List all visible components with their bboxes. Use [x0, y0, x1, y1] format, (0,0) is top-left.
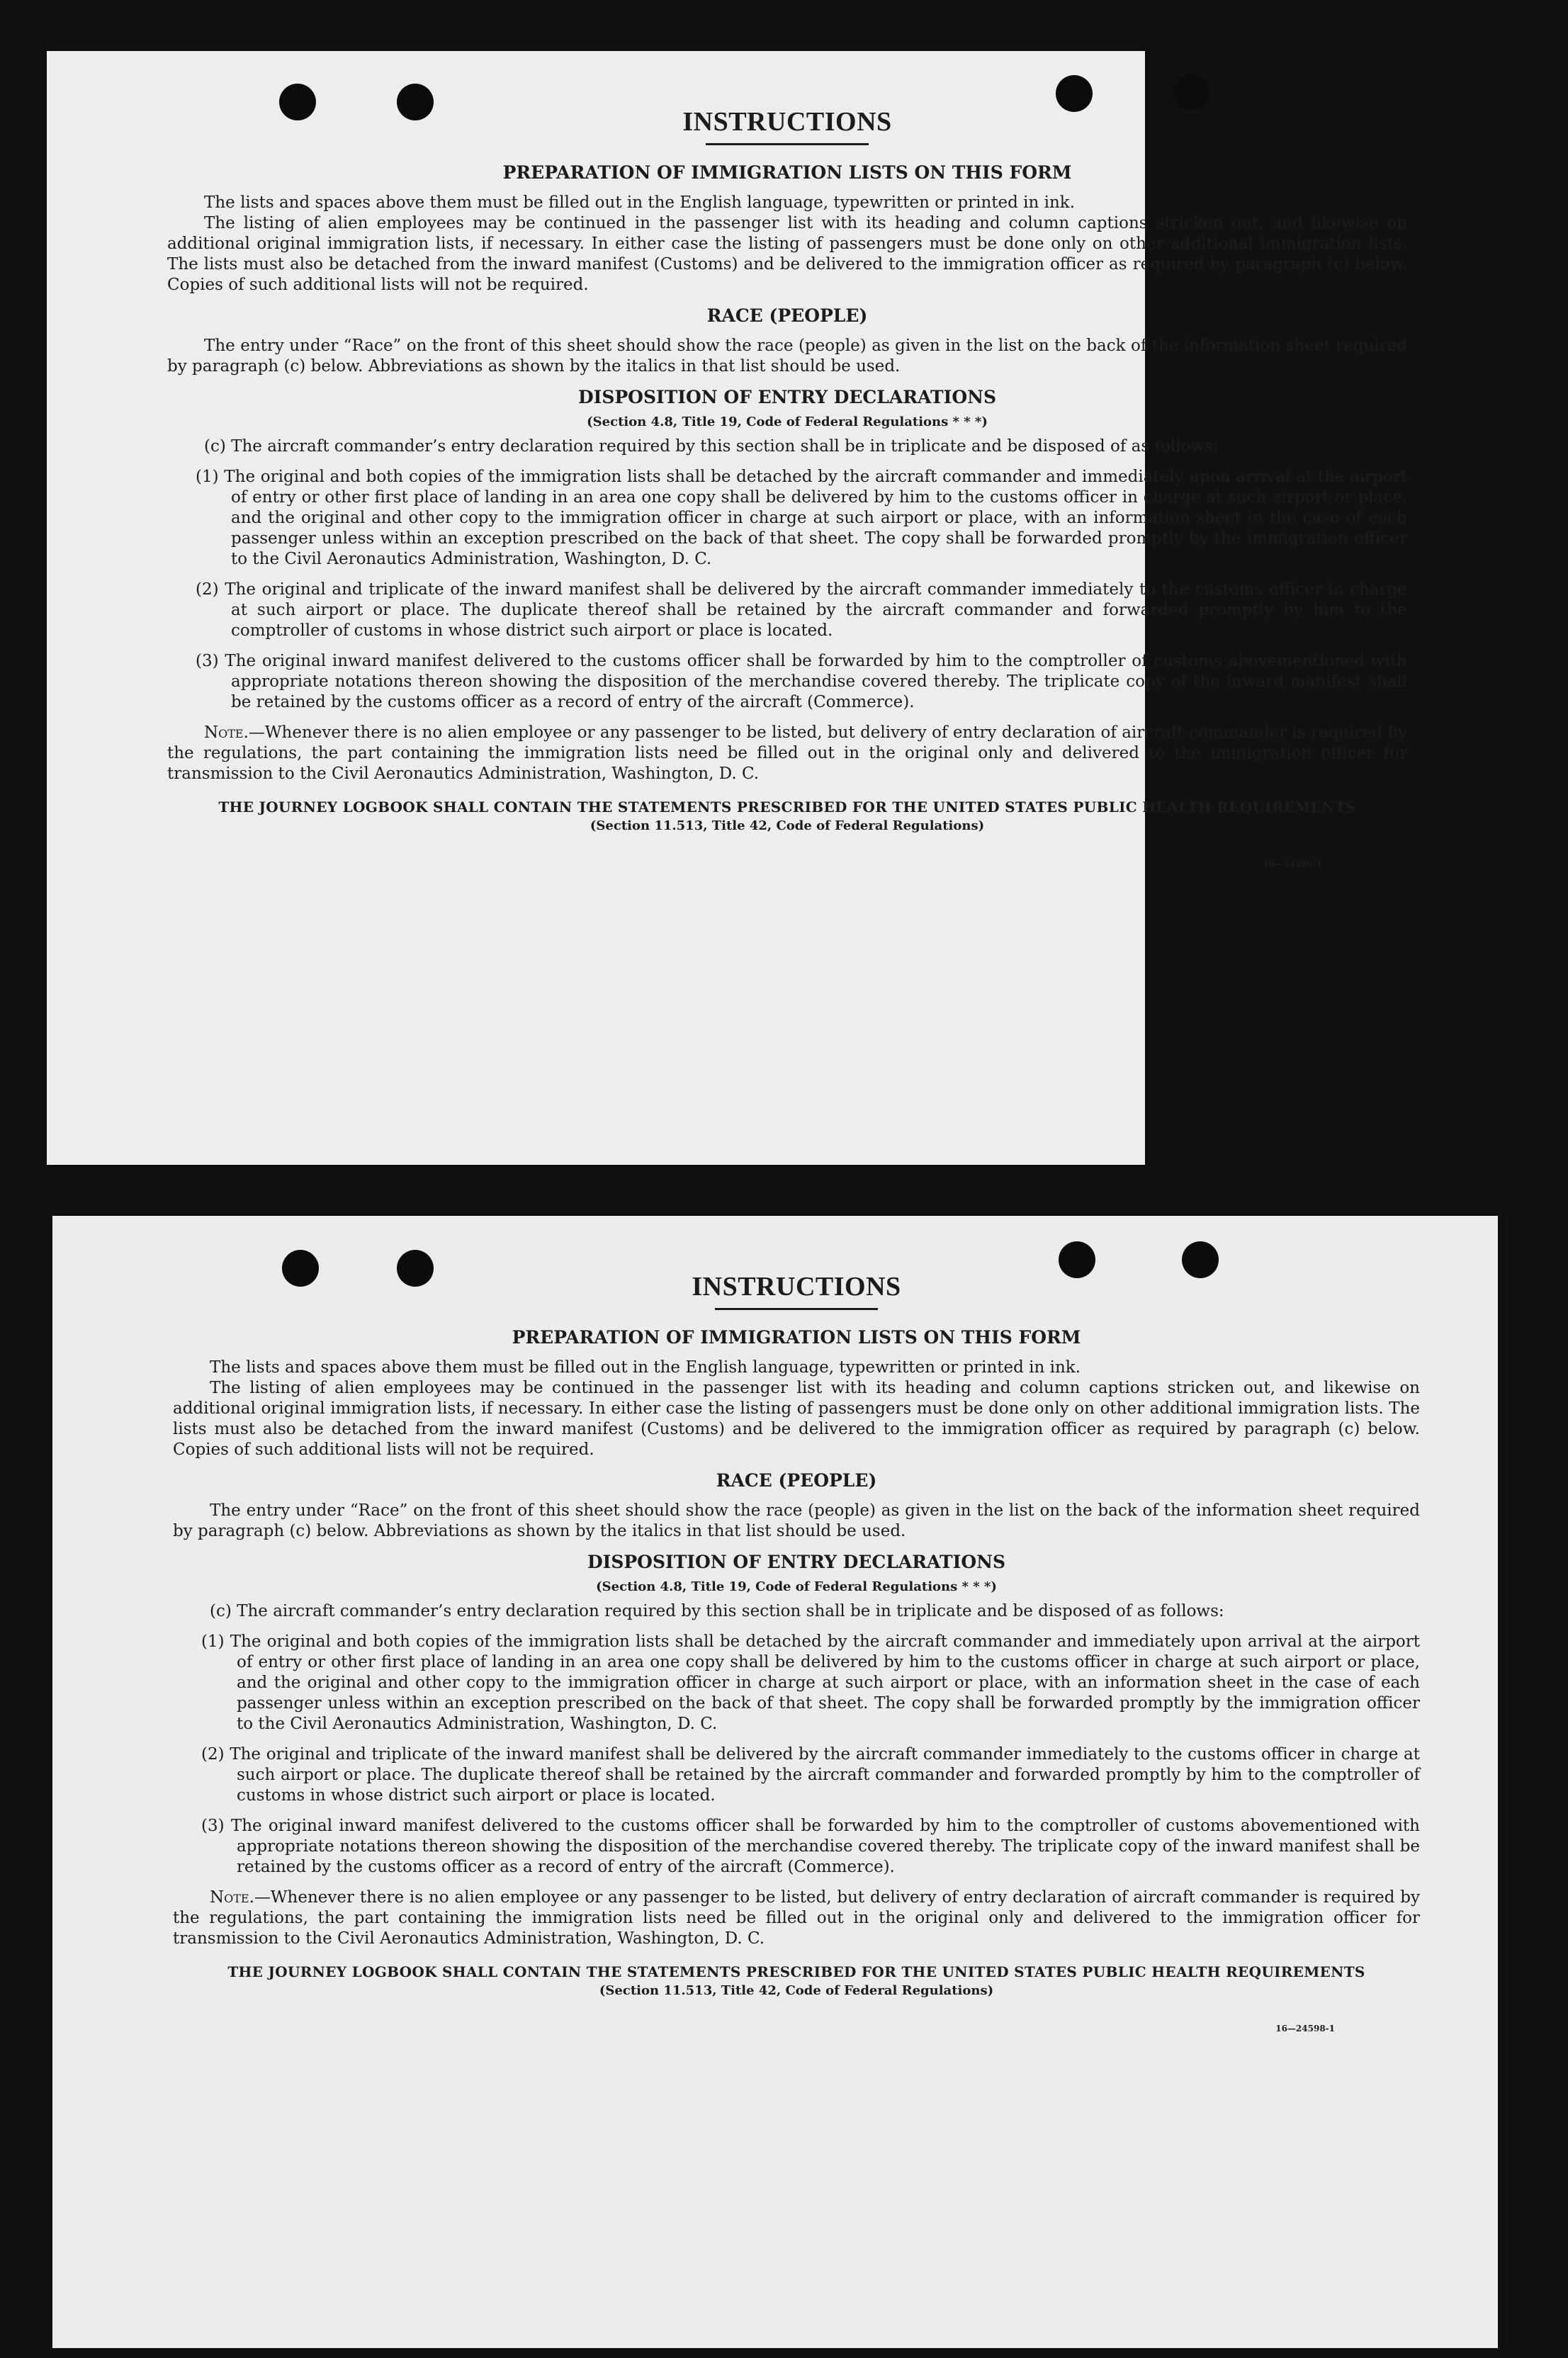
- form-number: 16—24598-1: [1275, 2024, 1335, 2033]
- list-item-2: (2) The original and triplicate of the inward manifest shall be delivered by the aircraft commander immediately to the customs officer in charge at such airport or place. The duplicate thereof shall be retained by the aircraft commander and forwarded promptly by him to the comptroller of customs in whose district such airport or place is located.: [196, 580, 1407, 640]
- paragraph-race: The entry under “Race” on the front of this sheet should show the race (people) as given in the list on the back of the information sheet required by paragraph (c) below. Abbreviations as shown by the italics in that list should be used.: [167, 337, 1407, 376]
- heading-disposition: DISPOSITION OF ENTRY DECLARATIONS: [577, 387, 997, 407]
- list-item-3: (3) The original inward manifest delivered to the customs officer shall be forwarded by him to the comptroller of customs abovementioned with appropriate notations thereon showing the disposition of the merchandise covered thereby. The triplicate copy of the inward manifest shall be retained by the customs officer as a record of entry of the aircraft (Commerce).: [196, 652, 1407, 711]
- heading-preparation: PREPARATION OF IMMIGRATION LISTS ON THIS FORM: [512, 1327, 1081, 1348]
- list-item-1: (1) The original and both copies of the immigration lists shall be detached by the aircraft commander and immediately upon arrival at the airport of entry or other first place of landing in an area one copy shall be delivered by him to the customs officer in charge at such airport or place, and the original and other copy to the immigration officer in charge at such airport or place, with an information sheet in the case of each passenger unless within an exception prescribed on the back of that sheet. The copy shall be forwarded promptly by the immigration officer to the Civil Aeronautics Administration, Washington, D. C.: [201, 1632, 1420, 1733]
- note-paragraph: [167, 723, 1407, 784]
- note-text: —Whenever there is no alien employee or any passenger to be listed, but delivery of entry declaration of aircraft commander is required by the regulations, the part containing the immigration lists need be filled out in the original only and delivered to the immigration officer for transmission to the Civil Aeronautics Administration, Washington, D. C.: [173, 1888, 1420, 1948]
- heading-race: RACE (PEOPLE): [706, 305, 868, 326]
- logbook-citation: (Section 11.513, Title 42, Code of Federal Regulations): [599, 1983, 994, 1998]
- paragraph-race: The entry under “Race” on the front of this sheet should show the race (people) as given in the list on the back of the information sheet required by paragraph (c) below. Abbreviations as shown by the italics in that list should be used.: [173, 1501, 1420, 1540]
- citation-disposition: (Section 4.8, Title 19, Code of Federal Regulations * * *): [587, 414, 988, 429]
- citation-disposition: (Section 4.8, Title 19, Code of Federal Regulations * * *): [596, 1579, 997, 1594]
- page-title: INSTRUCTIONS: [692, 1272, 901, 1302]
- note-text: —Whenever there is no alien employee or any passenger to be listed, but delivery of entry declaration of aircraft commander is required by the regulations, the part containing the immigration lists need be filled out in the original only and delivered to the immigration officer for transmission to the Civil Aeronautics Administration, Washington, D. C.: [167, 723, 1407, 783]
- paragraph-c: (c) The aircraft commander’s entry declaration required by this section shall be in triplicate and be disposed of as follows:: [210, 1602, 1224, 1620]
- note-label: Note.: [204, 723, 249, 742]
- logbook-statement: THE JOURNEY LOGBOOK SHALL CONTAIN THE STATEMENTS PRESCRIBED FOR THE UNITED STATES PUBLIC HEALTH REQUIREMENTS: [227, 1963, 1365, 1980]
- note-paragraph: [173, 1888, 1420, 1949]
- list-item-3: (3) The original inward manifest delivered to the customs officer shall be forwarded by him to the comptroller of customs abovementioned with appropriate notations thereon showing the disposition of the merchandise covered thereby. The triplicate copy of the inward manifest shall be retained by the customs officer as a record of entry of the aircraft (Commerce).: [201, 1817, 1420, 1876]
- instruction-sheet-top: [47, 51, 1407, 1165]
- form-number: 16—24598-1: [1263, 859, 1322, 869]
- page-title: INSTRUCTIONS: [682, 107, 892, 137]
- note-label: Note.: [210, 1888, 254, 1907]
- paragraph-preparation-2: The listing of alien employees may be continued in the passenger list with its heading and column captions stricken out, and likewise on additional original immigration lists, if necessary. In either case the listing of passengers must be done only on other additional immigration lists. The lists must also be detached from the inward manifest (Customs) and be delivered to the immigration officer as required by paragraph (c) below. Copies of such additional lists will not be required.: [173, 1379, 1420, 1459]
- logbook-statement: THE JOURNEY LOGBOOK SHALL CONTAIN THE STATEMENTS PRESCRIBED FOR THE UNITED STATES PUBLIC HEALTH REQUIREMENTS: [218, 799, 1356, 816]
- heading-disposition: DISPOSITION OF ENTRY DECLARATIONS: [587, 1552, 1006, 1572]
- title-underline: [706, 143, 869, 145]
- logbook-citation: (Section 11.513, Title 42, Code of Federal Regulations): [590, 818, 985, 833]
- heading-race: RACE (PEOPLE): [716, 1470, 877, 1491]
- heading-preparation: PREPARATION OF IMMIGRATION LISTS ON THIS FORM: [502, 162, 1072, 183]
- paragraph-preparation-2: The listing of alien employees may be continued in the passenger list with its heading and column captions stricken out, and likewise on additional original immigration lists, if necessary. In either case the listing of passengers must be done only on other additional immigration lists. The lists must also be detached from the inward manifest (Customs) and be delivered to the immigration officer as required by paragraph (c) below. Copies of such additional lists will not be required.: [167, 214, 1407, 294]
- list-item-2: (2) The original and triplicate of the inward manifest shall be delivered by the aircraft commander immediately to the customs officer in charge at such airport or place. The duplicate thereof shall be retained by the aircraft commander and forwarded promptly by him to the comptroller of customs in whose district such airport or place is located.: [201, 1745, 1420, 1805]
- list-item-1: (1) The original and both copies of the immigration lists shall be detached by the aircraft commander and immediately upon arrival at the airport of entry or other first place of landing in an area one copy shall be delivered by him to the customs officer in charge at such airport or place, and the original and other copy to the immigration officer in charge at such airport or place, with an information sheet in the case of each passenger unless within an exception prescribed on the back of that sheet. The copy shall be forwarded promptly by the immigration officer to the Civil Aeronautics Administration, Washington, D. C.: [196, 468, 1407, 568]
- paragraph-preparation-1: The lists and spaces above them must be filled out in the English language, typewritten or printed in ink.: [204, 193, 1076, 212]
- sheet-text: [167, 106, 1407, 869]
- title-underline: [715, 1308, 878, 1310]
- paragraph-c: (c) The aircraft commander’s entry declaration required by this section shall be in triplicate and be disposed of as follows:: [204, 437, 1219, 456]
- paragraph-preparation-1: The lists and spaces above them must be filled out in the English language, typewritten or printed in ink.: [210, 1358, 1081, 1377]
- sheet-text: [173, 1271, 1420, 2033]
- punch-hole-icon: [1173, 74, 1210, 111]
- instruction-sheet-bottom: [52, 1216, 1498, 2348]
